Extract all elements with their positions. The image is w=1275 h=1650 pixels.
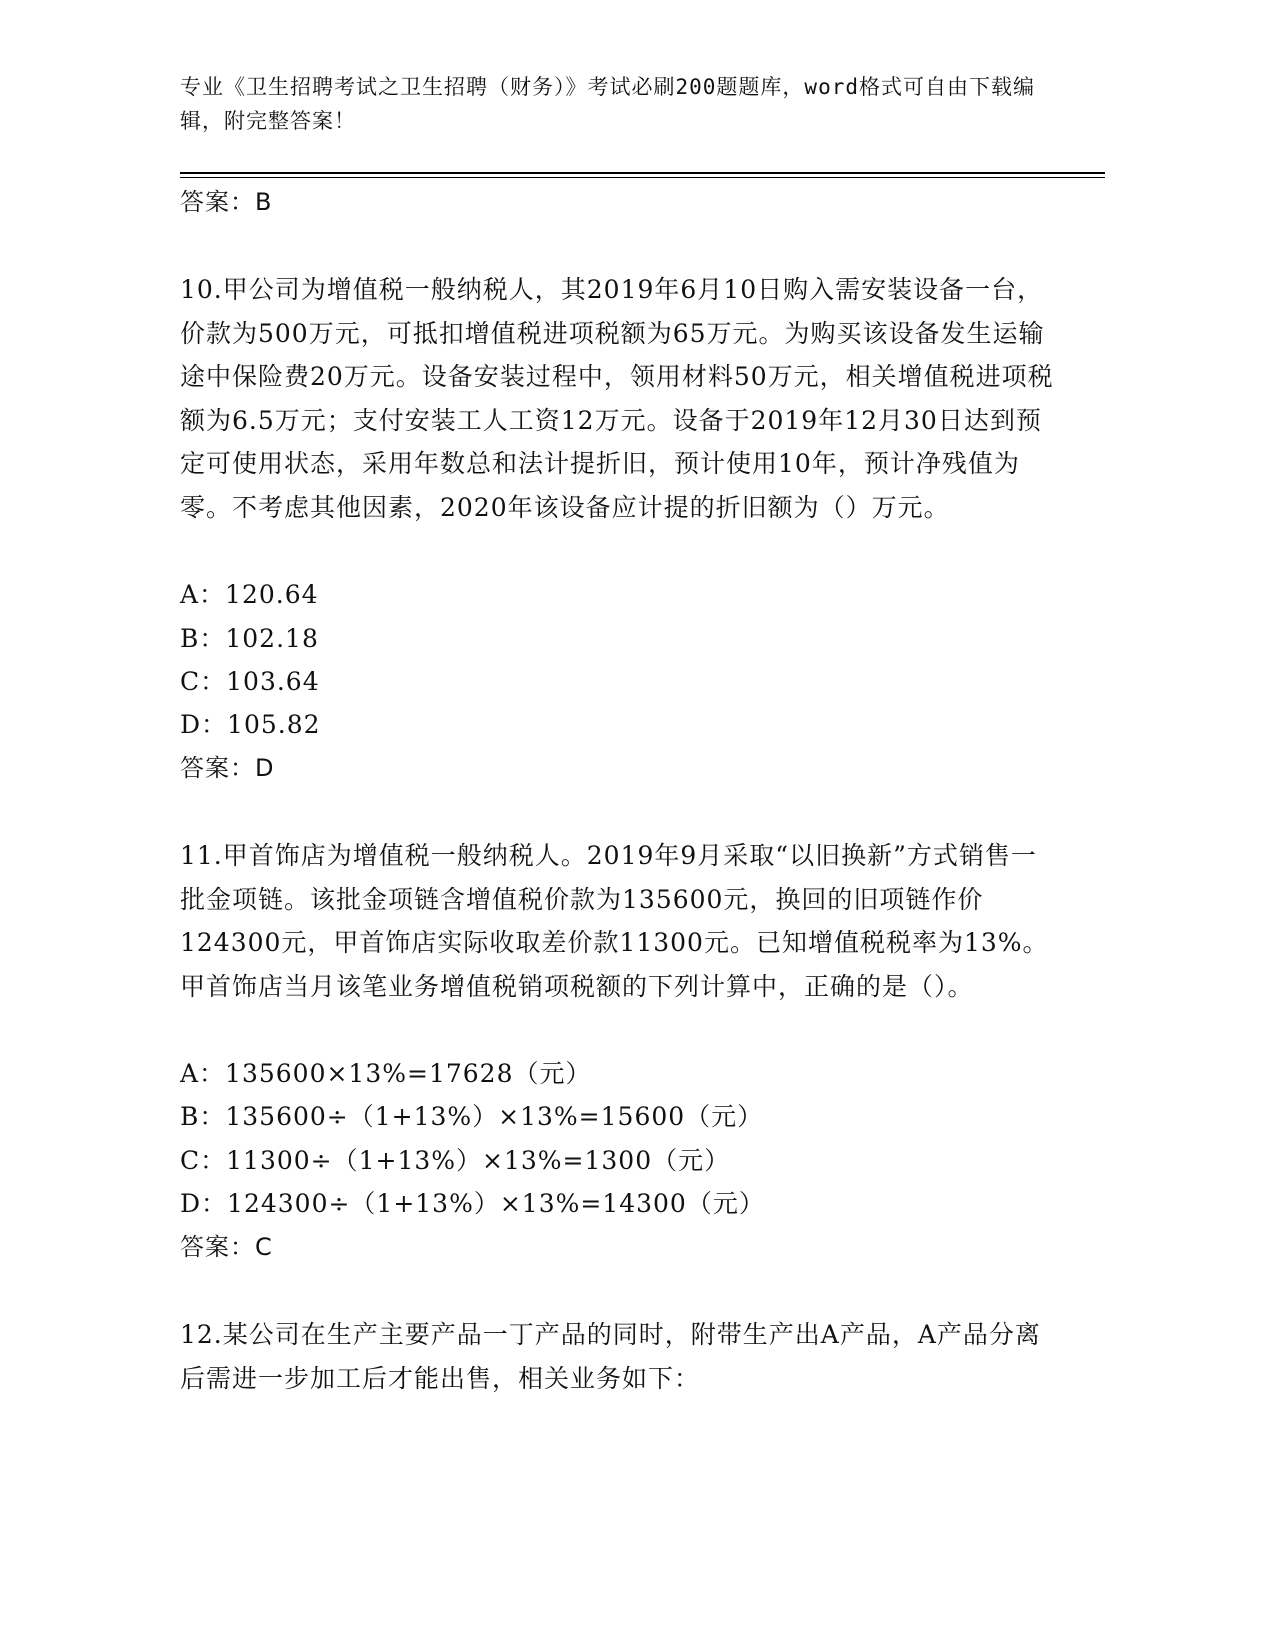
q9-answer: 答案：B bbox=[180, 188, 273, 216]
q12-question-text: 12.某公司在生产主要产品一丁产品的同时，附带生产出A产品，A产品分离后需进一步加工后才能出售，相关业务如下： bbox=[180, 1320, 1041, 1393]
header-divider-thick bbox=[180, 172, 1105, 174]
document-header: 专业《卫生招聘考试之卫生招聘（财务）》考试必刷200题题库，word格式可自由下载编辑，附完整答案！ bbox=[180, 75, 1035, 133]
q11-answer: 答案：C bbox=[180, 1233, 273, 1261]
q11-option-a: A：135600×13%=17628（元） bbox=[180, 1059, 592, 1088]
q10-answer: 答案：D bbox=[180, 754, 275, 782]
q10-question-text: 10.甲公司为增值税一般纳税人，其2019年6月10日购入需安装设备一台，价款为500万元，可抵扣增值税进项税额为65万元。为购买该设备发生运输途中保险费20万元。设备安装过程中，领用材料50万元，相关增值税进项税额为6.5万元；支付安装工人工资12万元。设备于2019年12月30日达到预定可使用状态，采用年数总和法计提折旧，预计使用10年，预计净残值为零。不考虑其他因素，2020年该设备应计提的折旧额为（）万元。 bbox=[180, 275, 1054, 522]
header-divider-thin bbox=[180, 177, 1105, 178]
q10-option-a: A：120.64 bbox=[180, 580, 319, 609]
q11-option-b: B：135600÷（1+13%）×13%=15600（元） bbox=[180, 1102, 764, 1131]
q11-question-text: 11.甲首饰店为增值税一般纳税人。2019年9月采取“以旧换新”方式销售一批金项链。该批金项链含增值税价款为135600元，换回的旧项链作价124300元，甲首饰店实际收取差价款11300元。已知增值税税率为13%。甲首饰店当月该笔业务增值税销项税额的下列计算中，正确的是（）。 bbox=[180, 841, 1049, 1001]
q10-option-b: B：102.18 bbox=[180, 624, 319, 653]
q11-option-d: D：124300÷（1+13%）×13%=14300（元） bbox=[180, 1189, 765, 1218]
q11-option-c: C：11300÷（1+13%）×13%=1300（元） bbox=[180, 1146, 731, 1175]
q10-option-c: C：103.64 bbox=[180, 667, 320, 696]
q10-option-d: D：105.82 bbox=[180, 710, 321, 739]
